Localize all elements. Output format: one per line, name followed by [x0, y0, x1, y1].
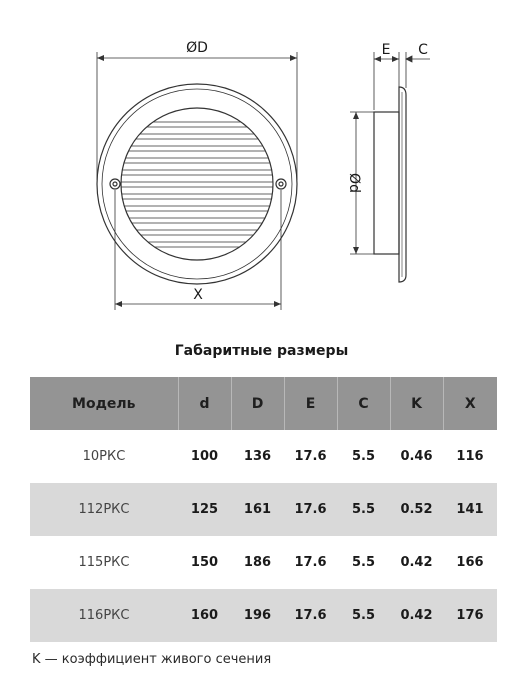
table-row: [30, 430, 497, 483]
side-flange: [399, 87, 406, 282]
cell-d: 150: [190, 555, 219, 570]
dim-d-label: Ød: [346, 173, 362, 193]
cell-X: 116: [456, 449, 484, 464]
outer-rim: [97, 84, 297, 284]
dim-D-label: ØD: [186, 40, 208, 56]
cell-E: 17.6: [284, 483, 337, 536]
cell-C: 5.5: [351, 449, 376, 464]
grill-louvers: [110, 122, 290, 247]
cell-model: 116РКС: [30, 589, 178, 642]
cell-model: 10РКС: [82, 449, 126, 464]
header-K: K: [390, 377, 443, 430]
header-D: D: [231, 377, 284, 430]
cell-E: 17.6: [294, 449, 327, 464]
cell-D: 136: [243, 449, 272, 464]
cell-E: 17.6: [284, 589, 337, 642]
cell-d: 160: [178, 589, 231, 642]
front-view: [97, 84, 297, 284]
header-E: E: [284, 377, 337, 430]
cell-K: 0.42: [390, 589, 443, 642]
dim-D: [97, 52, 297, 180]
cell-model: 112РКС: [30, 483, 178, 536]
cell-D: 161: [231, 483, 284, 536]
table-row: [30, 483, 497, 536]
footnote: K — коэффициент живого сечения: [32, 652, 272, 667]
table-row: [30, 589, 497, 642]
table-header-row: [30, 377, 497, 430]
table-row: [30, 536, 497, 589]
cell-C: 5.5: [337, 483, 390, 536]
cell-d: 100: [190, 449, 219, 464]
side-view: [374, 87, 406, 282]
cell-K: 0.52: [390, 483, 443, 536]
cell-d: 125: [178, 483, 231, 536]
screw-hole-left: [110, 179, 120, 189]
technical-drawing: [0, 0, 523, 330]
header-C: C: [337, 377, 390, 430]
cell-D: 186: [243, 555, 272, 570]
cell-X: 176: [443, 589, 497, 642]
cell-K: 0.46: [400, 449, 433, 464]
dim-C-label: C: [418, 42, 428, 58]
side-collar: [374, 112, 399, 254]
screw-hole-right: [276, 179, 286, 189]
inner-rim: [102, 89, 292, 279]
cell-E: 17.6: [294, 555, 327, 570]
cell-model: 115РКС: [78, 555, 130, 570]
cell-D: 196: [231, 589, 284, 642]
dim-X-label: X: [193, 287, 203, 303]
cell-C: 5.5: [337, 589, 390, 642]
cell-C: 5.5: [351, 555, 376, 570]
header-model: Модель: [30, 377, 178, 430]
dim-E-label: E: [381, 42, 391, 58]
cell-K: 0.42: [400, 555, 433, 570]
dimensions-table: [30, 377, 497, 642]
header-X: X: [443, 377, 497, 430]
cell-X: 141: [443, 483, 497, 536]
cell-X: 166: [456, 555, 484, 570]
section-title: Габаритные размеры: [174, 343, 349, 359]
header-d: d: [178, 377, 231, 430]
grill-circle: [121, 108, 273, 260]
